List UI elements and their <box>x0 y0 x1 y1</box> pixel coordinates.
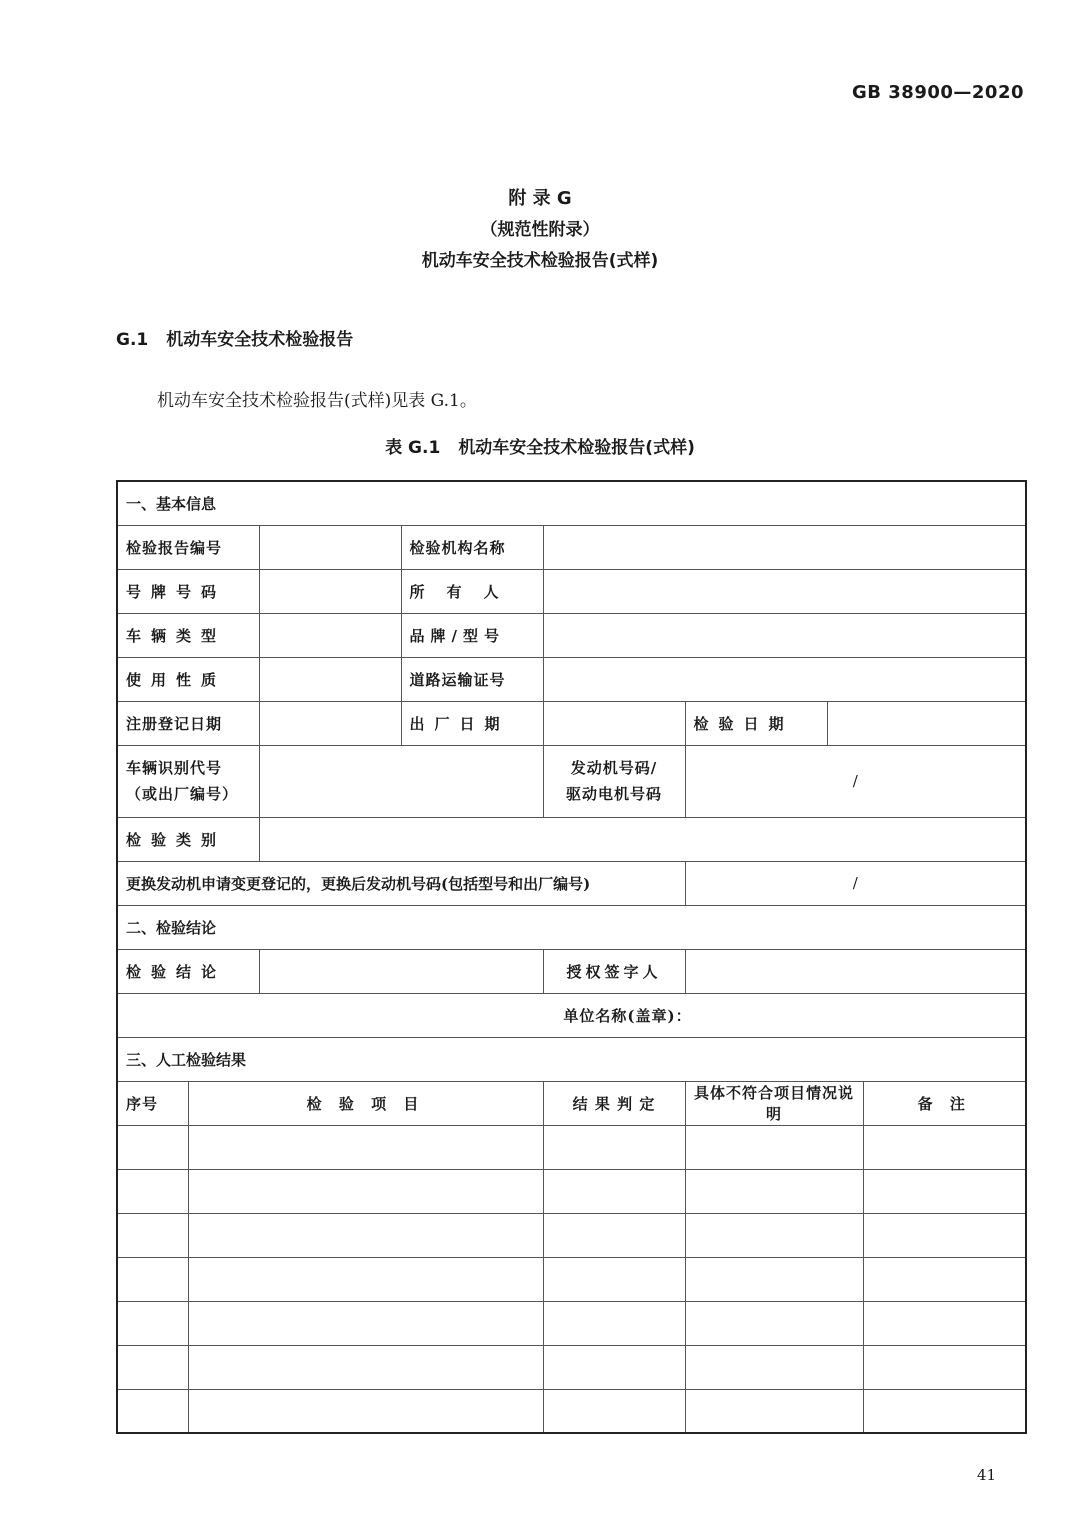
table-caption <box>0 433 1080 458</box>
label-owner: 所有人 <box>401 569 543 613</box>
appendix-title: 附 录 G <box>508 188 572 209</box>
section-manual-results: 三、人工检验结果 <box>117 1037 1026 1081</box>
value-inspect-date[interactable] <box>827 701 1026 745</box>
inspection-report-form <box>116 480 1027 1434</box>
label-org-name: 检验机构名称 <box>401 525 543 569</box>
label-report-no: 检验报告编号 <box>117 525 259 569</box>
value-vehicle-type[interactable] <box>259 613 401 657</box>
label-inspect-category: 检验类别 <box>117 817 259 861</box>
result-row <box>117 1345 1026 1389</box>
label-plate-no: 号牌号码 <box>117 569 259 613</box>
label-vin-line1: 车辆识别代号 <box>126 759 223 777</box>
standard-code: GB 38900—2020 <box>852 82 1024 103</box>
unit-name-stamp: 单位名称(盖章)： <box>117 993 1026 1037</box>
value-reg-date[interactable] <box>259 701 401 745</box>
label-conclusion: 检验结论 <box>117 949 259 993</box>
result-row <box>117 1213 1026 1257</box>
section-conclusion: 二、检验结论 <box>117 905 1026 949</box>
value-conclusion[interactable] <box>259 949 543 993</box>
col-header-item: 检 验 项 目 <box>188 1081 543 1125</box>
value-report-no[interactable] <box>259 525 401 569</box>
value-org-name[interactable] <box>543 525 1026 569</box>
result-row <box>117 1301 1026 1345</box>
label-reg-date: 注册登记日期 <box>117 701 259 745</box>
table-caption-number: 表 G.1 <box>385 438 441 458</box>
label-factory-date: 出厂日期 <box>401 701 543 745</box>
col-header-description: 具体不符合项目情况说明 <box>685 1081 863 1125</box>
appendix-name: 机动车安全技术检验报告(式样) <box>421 251 659 271</box>
body-paragraph: 机动车安全技术检验报告(式样)见表 G.1。 <box>157 391 477 411</box>
value-factory-date[interactable] <box>543 701 685 745</box>
label-engine-change: 更换发动机申请变更登记的，更换后发动机号码(包括型号和出厂编号) <box>117 861 685 905</box>
section-title: 机动车安全技术检验报告 <box>166 330 354 350</box>
section-basic-info: 一、基本信息 <box>117 481 1026 525</box>
label-brand-model: 品牌/型号 <box>401 613 543 657</box>
label-use-nature: 使用性质 <box>117 657 259 701</box>
col-header-result: 结 果 判 定 <box>543 1081 685 1125</box>
label-vehicle-type: 车辆类型 <box>117 613 259 657</box>
value-signatory[interactable] <box>685 949 1026 993</box>
label-vin <box>117 745 259 817</box>
appendix-subtitle: （规范性附录） <box>480 220 600 240</box>
result-row <box>117 1257 1026 1301</box>
value-engine-no[interactable]: / <box>685 745 1026 817</box>
value-vin[interactable] <box>259 745 543 817</box>
label-engine-line1: 发动机号码/ <box>570 759 658 777</box>
label-transport-cert: 道路运输证号 <box>401 657 543 701</box>
result-row <box>117 1125 1026 1169</box>
value-engine-change[interactable]: / <box>685 861 1026 905</box>
result-row <box>117 1389 1026 1433</box>
label-inspect-date: 检验日期 <box>685 701 827 745</box>
col-header-remarks: 备 注 <box>863 1081 1026 1125</box>
result-row <box>117 1169 1026 1213</box>
label-vin-line2: （或出厂编号） <box>126 785 239 803</box>
value-inspect-category[interactable] <box>259 817 1026 861</box>
label-engine-line2: 驱动电机号码 <box>565 785 662 803</box>
value-plate-no[interactable] <box>259 569 401 613</box>
value-owner[interactable] <box>543 569 1026 613</box>
section-heading <box>116 325 353 350</box>
label-signatory: 授权签字人 <box>543 949 685 993</box>
table-caption-title: 机动车安全技术检验报告(式样) <box>458 438 695 458</box>
col-header-seq: 序号 <box>117 1081 188 1125</box>
value-transport-cert[interactable] <box>543 657 1026 701</box>
page-number: 41 <box>976 1466 996 1484</box>
section-number: G.1 <box>116 330 149 350</box>
value-brand-model[interactable] <box>543 613 1026 657</box>
label-engine-no <box>543 745 685 817</box>
value-use-nature[interactable] <box>259 657 401 701</box>
